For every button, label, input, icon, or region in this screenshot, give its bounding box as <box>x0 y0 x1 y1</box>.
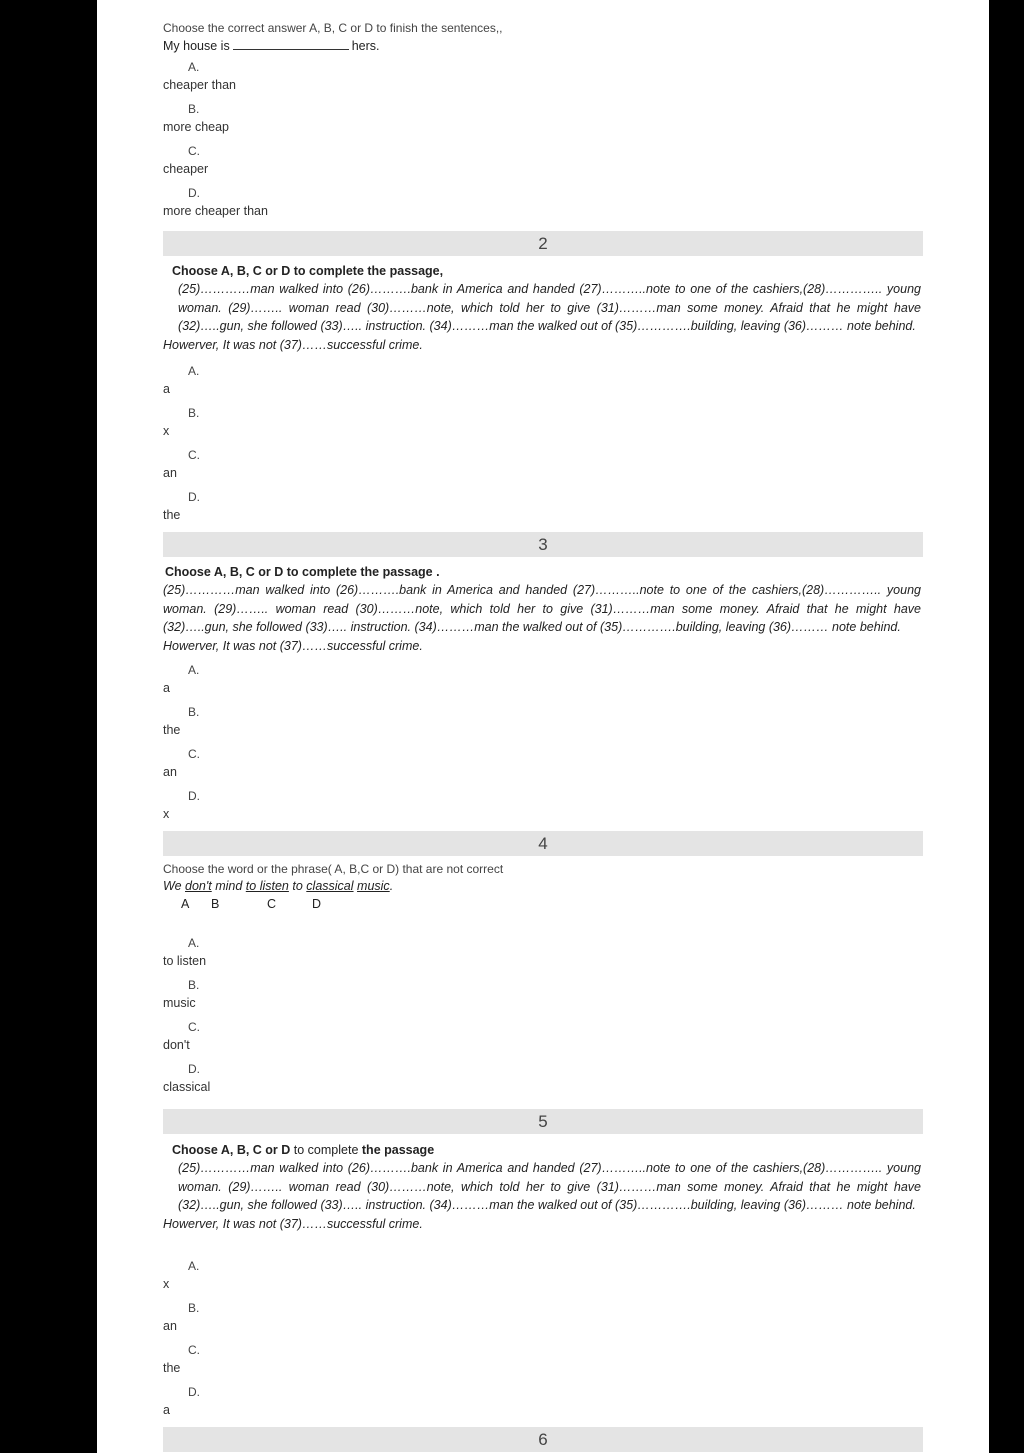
question-stem: My house is hers. <box>163 39 380 53</box>
option-b[interactable]: B. the <box>163 704 200 737</box>
option-b[interactable]: B. music <box>163 978 200 1010</box>
error-sentence: We don't mind to listen to classical music. <box>163 879 394 893</box>
options-list <box>163 1259 923 1427</box>
option-a[interactable]: A. a <box>163 662 200 695</box>
passage: (25)…………man walked into (26)……….bank in America and handed (27)………..note to one of the cashiers,(28)………….. young woman. (29)…….. woman read (30)………note, which told her to give (31)………man some money. Afraid that he might have (32)…..gun, she followed (33)….. instruction. (34)………man the walked out of (35)………….building, leaving (36)……… note behind. Howerver, It was not (37)……successful crime. <box>163 583 921 654</box>
options-list <box>163 60 923 228</box>
options-list <box>163 663 923 831</box>
question-2 <box>163 264 923 532</box>
options-list <box>163 364 923 532</box>
underlined-a: don't <box>185 879 212 893</box>
option-c[interactable]: C. the <box>163 1342 200 1375</box>
option-a[interactable]: A. x <box>163 1258 200 1291</box>
question-1 <box>163 21 923 228</box>
option-c[interactable]: C. don't <box>163 1020 200 1052</box>
option-c[interactable]: C. an <box>163 447 200 480</box>
passage: (25)…………man walked into (26)……….bank in America and handed (27)………..note to one of the cashiers,(28)………….. young woman. (29)…….. woman read (30)………note, which told her to give (31)………man some money. Afraid that he might have (32)…..gun, she followed (33)….. instruction. (34)………man the walked out of (35)………….building, leaving (36)……… note behind. Howerver, It was not (37)……successful crime. <box>163 282 921 353</box>
option-a[interactable]: A. a <box>163 363 200 396</box>
option-d[interactable]: D. more cheaper than <box>163 186 268 218</box>
question-instruction: Choose A, B, C or D to complete the passage . <box>165 565 440 579</box>
question-number-bar: 6 <box>163 1427 923 1452</box>
option-d[interactable]: D. a <box>163 1384 200 1417</box>
question-number-bar: 2 <box>163 231 923 256</box>
question-number-bar: 3 <box>163 532 923 557</box>
answer-blank <box>233 39 349 50</box>
option-d[interactable]: D. x <box>163 788 200 821</box>
option-c[interactable]: C. an <box>163 746 200 779</box>
question-instruction: Choose A, B, C or D to complete the passage <box>172 1143 435 1157</box>
question-number-bar: 4 <box>163 831 923 856</box>
option-a[interactable]: A. cheaper than <box>163 60 236 92</box>
option-a[interactable]: A. to listen <box>163 936 207 968</box>
question-5 <box>163 1143 923 1427</box>
underlined-b: to listen <box>245 879 289 893</box>
question-number-bar: 5 <box>163 1109 923 1134</box>
option-d[interactable]: D. classical <box>163 1062 211 1094</box>
question-instruction: Choose the correct answer A, B, C or D to finish the sentences,, <box>163 21 503 35</box>
quiz-sheet <box>97 0 989 1453</box>
question-instruction: Choose A, B, C or D to complete the passage, <box>172 264 444 278</box>
option-b[interactable]: B. an <box>163 1300 200 1333</box>
passage: (25)…………man walked into (26)……….bank in America and handed (27)………..note to one of the cashiers,(28)………….. young woman. (29)…….. woman read (30)………note, which told her to give (31)………man some money. Afraid that he might have (32)…..gun, she followed (33)….. instruction. (34)………man the walked out of (35)………….building, leaving (36)……… note behind. Howerver, It was not (37)……successful crime. <box>163 1161 921 1232</box>
option-c[interactable]: C. cheaper <box>163 144 209 176</box>
question-3 <box>163 565 923 831</box>
question-instruction: Choose the word or the phrase( A, B,C or D) that are not correct <box>163 862 504 876</box>
underline-letters: A B C D <box>181 897 322 911</box>
underlined-c: classical <box>306 879 354 893</box>
question-4 <box>163 862 923 1104</box>
underlined-d: music <box>357 879 390 893</box>
option-d[interactable]: D. the <box>163 489 200 522</box>
options-list <box>163 936 923 1104</box>
option-b[interactable]: B. x <box>163 405 200 438</box>
option-b[interactable]: B. more cheap <box>163 102 230 134</box>
